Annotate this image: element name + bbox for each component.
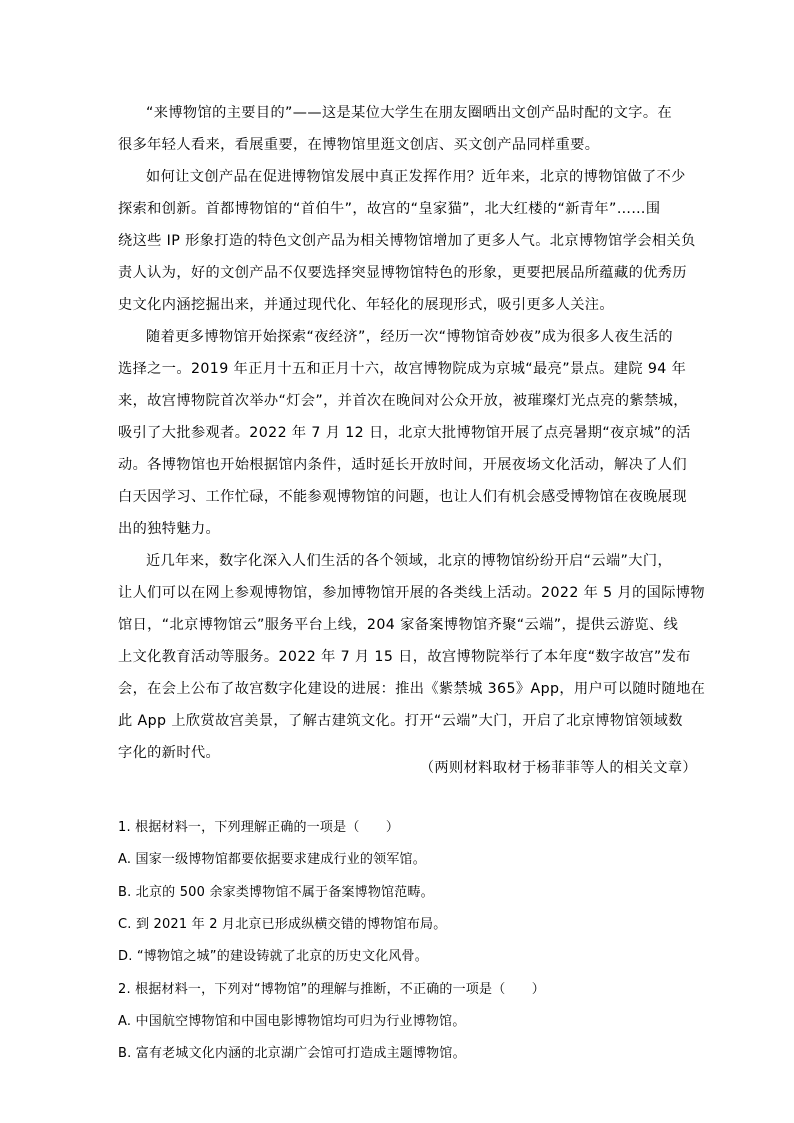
answer-option: B. 富有老城文化内涵的北京湖广会馆可打造成主题博物馆。 xyxy=(118,1046,466,1062)
passage-line: 上文化教育活动等服务。2022 年 7 月 15 日，故宫博物院举行了本年度“数字故宫”发布 xyxy=(118,649,691,665)
source-note: （两则材料取材于杨菲菲等人的相关文章） xyxy=(419,760,697,776)
passage-line: 探索和创新。首都博物馆的“首伯牛”，故宫的“皇家猫”，北大红楼的“新青年”……围 xyxy=(118,201,661,217)
question-stem: 1. 根据材料一，下列理解正确的一项是（ ） xyxy=(118,820,400,835)
passage-line: 近几年来，数字化深入人们生活的各个领域，北京的博物馆纷纷开启“云端”大门， xyxy=(146,553,673,569)
passage-line: “来博物馆的主要目的”——这是某位大学生在朋友圈晒出文创产品时配的文字。在 xyxy=(146,105,673,121)
passage-line: 出的独特魅力。 xyxy=(118,521,221,537)
passage-line: 来，故宫博物院首次举办“灯会”，并首次在晚间对公众开放，被璀璨灯光点亮的紫禁城， xyxy=(118,393,688,409)
passage-line: 很多年轻人看来，看展重要，在博物馆里逛文创店、买文创产品同样重要。 xyxy=(118,137,600,153)
passage-line: 随着更多博物馆开始探索“夜经济”，经历一次“博物馆奇妙夜”成为很多人夜生活的 xyxy=(146,329,673,345)
passage-line: 史文化内涵挖掘出来，并通过现代化、年轻化的展现形式，吸引更多人关注。 xyxy=(118,297,614,313)
answer-option: A. 中国航空博物馆和中国电影博物馆均可归为行业博物馆。 xyxy=(118,1013,466,1029)
passage-line: 让人们可以在网上参观博物馆，参加博物馆开展的各类线上活动。2022 年 5 月的国际博物 xyxy=(118,585,706,601)
passage-line: 白天因学习、工作忙碌，不能参观博物馆的问题，也让人们有机会感受博物馆在夜晚展现 xyxy=(118,489,687,505)
passage-line: 会，在会上公布了故宫数字化建设的进展：推出《紫禁城 365》App，用户可以随时随地在 xyxy=(118,681,706,697)
passage-line: 绕这些 IP 形象打造的特色文创产品为相关博物馆增加了更多人气。北京博物馆学会相关负 xyxy=(118,233,696,249)
question-stem: 2. 根据材料一，下列对“博物馆”的理解与推断，不正确的一项是（ ） xyxy=(118,981,546,997)
answer-option: A. 国家一级博物馆都要依据要求建成行业的领军馆。 xyxy=(118,852,426,868)
passage-line: 选择之一。2019 年正月十五和正月十六，故宫博物院成为京城“最亮”景点。建院 94 年 xyxy=(118,361,687,377)
passage-line: 动。各博物馆也开始根据馆内条件，适时延长开放时间，开展夜场文化活动，解决了人们 xyxy=(118,457,687,473)
passage-line: 如何让文创产品在促进博物馆发展中真正发挥作用？近年来，北京的博物馆做了不少 xyxy=(146,169,686,185)
passage-line: 吸引了大批参观者。2022 年 7 月 12 日，北京大批博物馆开展了点亮暑期“夜京城”的活 xyxy=(118,425,691,441)
passage-line: 此 App 上欣赏故宫美景，了解古建筑文化。打开“云端”大门，开启了北京博物馆领域数 xyxy=(118,713,683,729)
answer-option: D. “博物馆之城”的建设铸就了北京的历史文化风骨。 xyxy=(118,949,428,965)
passage-line: 字化的新时代。 xyxy=(118,745,221,761)
answer-option: B. 北京的 500 余家类博物馆不属于备案博物馆范畴。 xyxy=(118,884,434,900)
passage-line: 馆日，“北京博物馆云”服务平台上线，204 家备案博物馆齐聚“云端”，提供云游览、线 xyxy=(118,617,679,633)
passage-line: 责人认为，好的文创产品不仅要选择突显博物馆特色的形象，更要把展品所蕴藏的优秀历 xyxy=(118,265,687,281)
answer-option: C. 到 2021 年 2 月北京已形成纵横交错的博物馆布局。 xyxy=(118,916,447,932)
